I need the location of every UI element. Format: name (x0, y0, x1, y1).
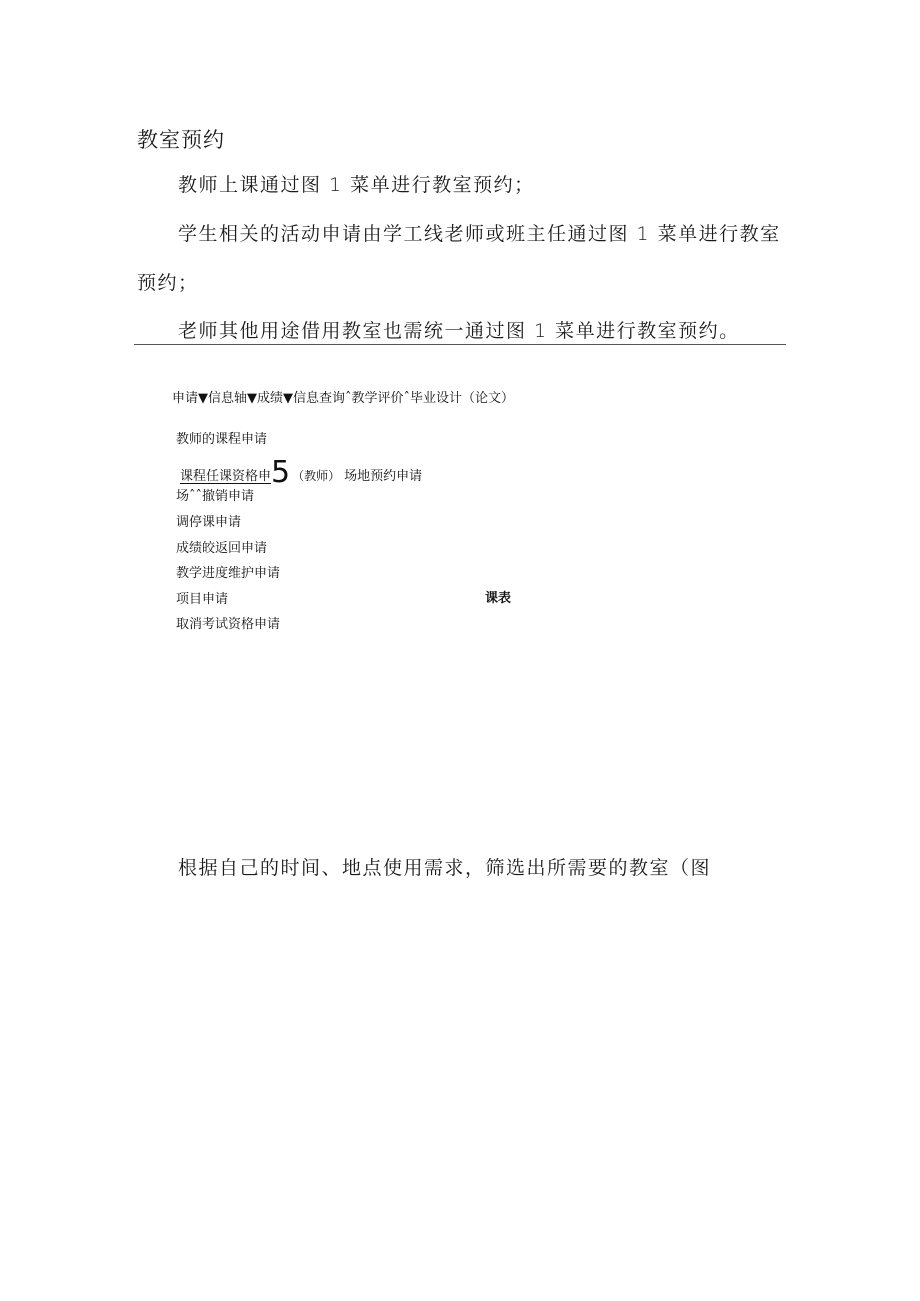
menu-item-project-application[interactable]: 项目申请 (176, 592, 229, 607)
paragraph-other-use: 老师其他用途借用教室也需统一通过图 1 菜单进行教室预约。 (178, 320, 740, 342)
figure-number-5: 5 (271, 455, 291, 490)
menu-item-venue-booking[interactable]: 场地预约申请 (344, 469, 423, 484)
menu-item-class-suspension[interactable]: 调停课申请 (176, 515, 242, 530)
paragraph-student-activity-line2: 预约； (137, 272, 199, 294)
schedule-label[interactable]: 课表 (485, 591, 512, 606)
page-title: 教室预约 (137, 128, 225, 152)
paragraph-filter-classroom: 根据自己的时间、地点使用需求，筛选出所需要的教室（图 (178, 857, 712, 879)
menu-item-teaching-progress[interactable]: 教学进度维护申请 (176, 566, 281, 581)
menu-row-qualification-venue (180, 455, 423, 490)
paragraph-student-activity-line1: 学生相关的活动申请由学工线老师或班主任通过图 1 菜单进行教室 (178, 223, 781, 245)
menu-item-course-application[interactable]: 教师的课程申请 (176, 432, 268, 447)
menu-item-cancel-application[interactable]: 场ˆˆ撤销申请 (176, 489, 255, 504)
menu-bar[interactable]: 申请▼信息轴▼成绩▼信息查询ˆ教学评价ˆ毕业设计（论文） (172, 391, 514, 406)
teacher-tag: （教师） (292, 469, 341, 483)
divider (134, 344, 786, 345)
paragraph-teacher-booking: 教师上课通过图 1 菜单进行教室预约； (178, 174, 535, 196)
menu-item-teaching-qualification[interactable]: 课程任课资格申 (180, 469, 272, 484)
menu-item-cancel-exam-qualification[interactable]: 取消考试资格申请 (176, 617, 281, 632)
menu-item-grade-return[interactable]: 成绩皎返回申请 (176, 541, 268, 556)
